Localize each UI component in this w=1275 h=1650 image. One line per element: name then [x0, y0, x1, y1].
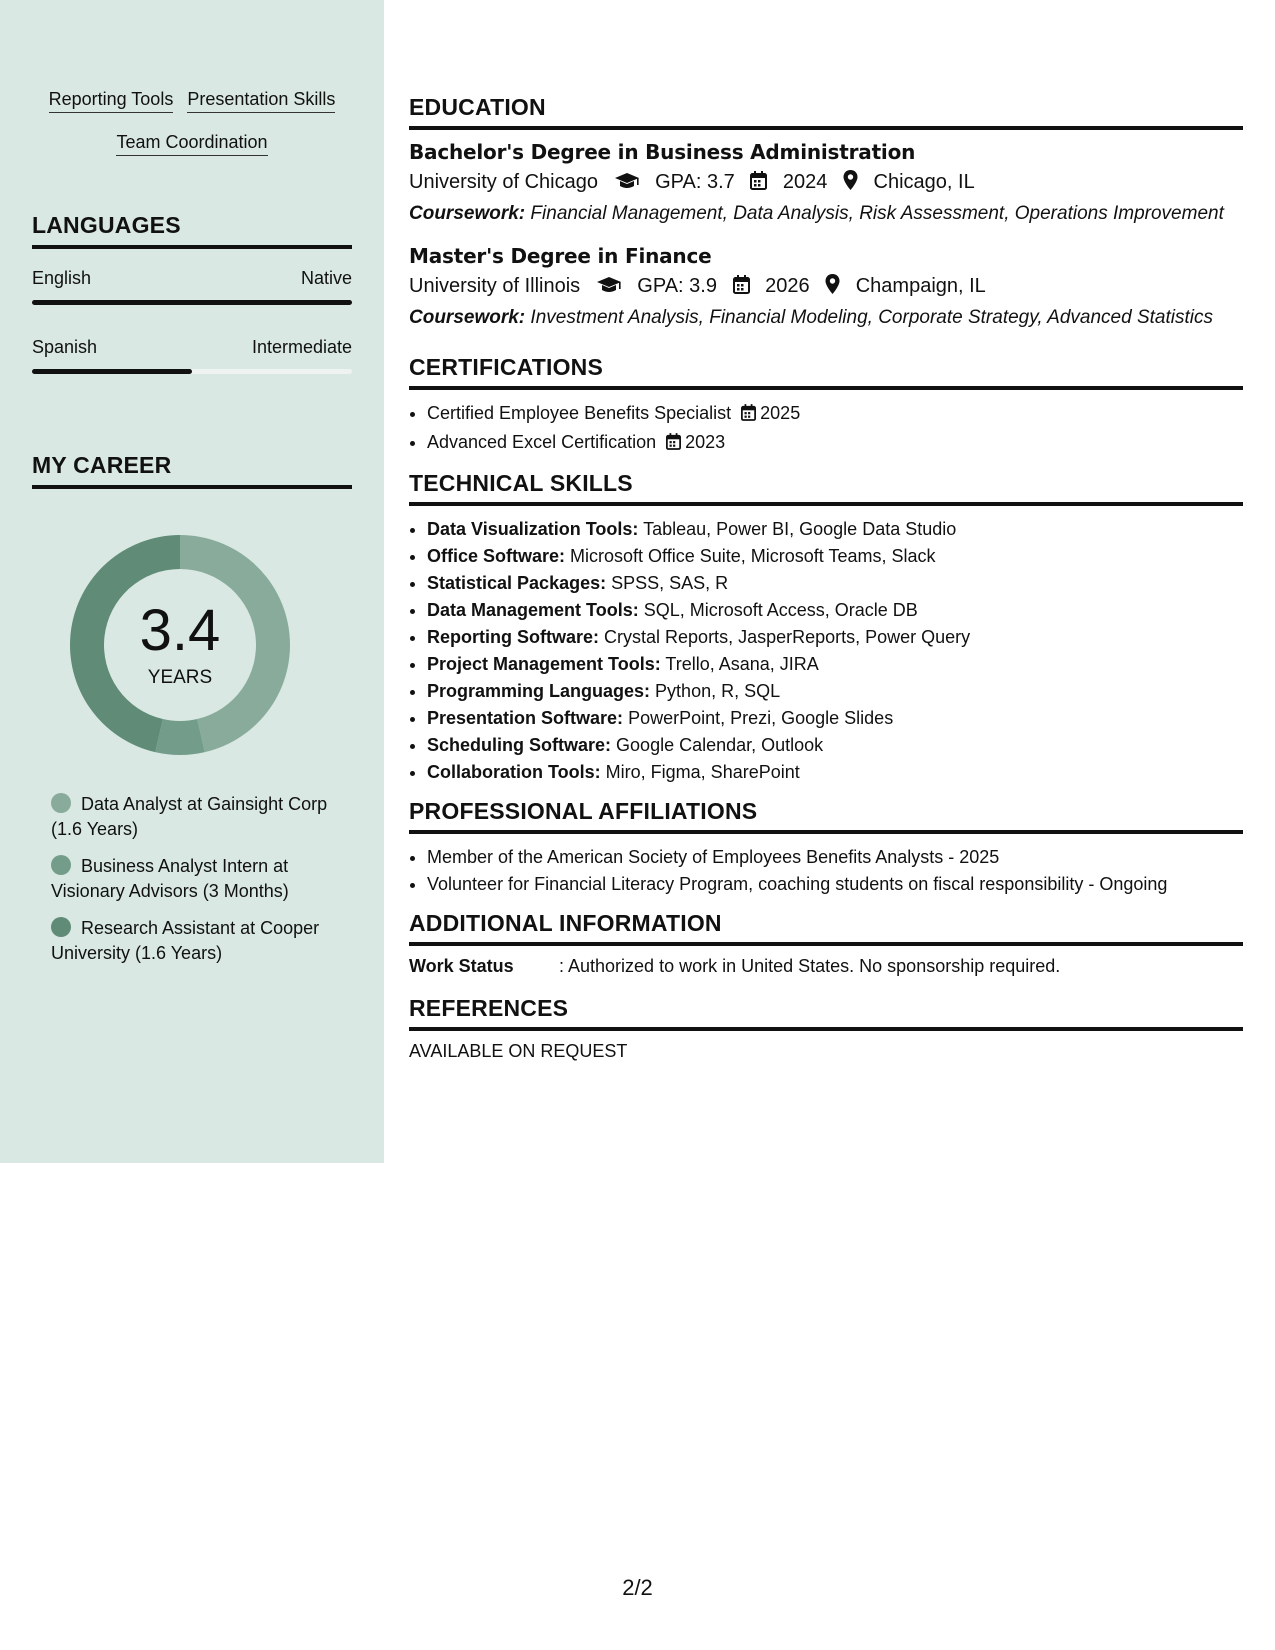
career-item-text: Research Assistant at Cooper University (1.6 Years) — [51, 918, 320, 963]
skill-value: PowerPoint, Prezi, Google Slides — [628, 708, 894, 728]
affiliations-heading: PROFESSIONAL AFFILIATIONS — [409, 798, 1243, 834]
list-item — [427, 759, 1243, 786]
career-item — [51, 792, 341, 842]
sidebar — [0, 0, 384, 1163]
coursework-label: Coursework: — [409, 203, 526, 224]
calendar-icon — [666, 431, 681, 458]
coursework — [409, 202, 1243, 226]
education-entry — [409, 244, 1243, 330]
list-item — [427, 570, 1243, 597]
work-status-value: : Authorized to work in United States. No sponsorship required. — [559, 956, 1061, 976]
graduation-cap-icon — [596, 276, 622, 300]
skill-label: Data Visualization Tools: — [427, 519, 639, 539]
skill-value: Miro, Figma, SharePoint — [605, 762, 800, 782]
coursework-text: Financial Management, Data Analysis, Risk Assessment, Operations Improvement — [530, 203, 1224, 224]
technical-skills-list — [409, 516, 1243, 786]
work-status-row — [409, 956, 1243, 977]
language-bar-fill — [32, 369, 192, 374]
career-item-text: Data Analyst at Gainsight Corp (1.6 Years) — [51, 794, 328, 839]
list-item: • Member of the American Society of Employees Benefits Analysts - 2025 — [427, 844, 1243, 871]
legend-dot-icon — [51, 855, 71, 875]
gpa: GPA: 3.7 — [655, 171, 735, 193]
skill-tag: Team Coordination — [116, 131, 267, 156]
certification-name: Advanced Excel Certification — [427, 432, 657, 452]
skill-value: Google Calendar, Outlook — [616, 735, 824, 755]
list-item — [427, 516, 1243, 543]
education-heading: EDUCATION — [409, 94, 1243, 130]
certification-name: Certified Employee Benefits Specialist — [427, 403, 732, 423]
languages-heading: LANGUAGES — [32, 212, 352, 249]
career-item — [51, 854, 341, 904]
school-name: University of Chicago — [409, 171, 598, 193]
career-list — [51, 792, 341, 978]
skill-label: Scheduling Software: — [427, 735, 612, 755]
language-bar — [32, 369, 352, 374]
career-donut-chart — [66, 531, 294, 759]
career-heading: MY CAREER — [32, 452, 352, 489]
school-location: Chicago, IL — [873, 171, 975, 193]
certification-year: 2025 — [760, 403, 801, 423]
skill-value: SQL, Microsoft Access, Oracle DB — [643, 600, 918, 620]
technical-skills-heading: TECHNICAL SKILLS — [409, 470, 1243, 506]
calendar-icon — [741, 402, 756, 429]
skill-label: Statistical Packages: — [427, 573, 607, 593]
list-item — [427, 597, 1243, 624]
degree-title: Bachelor's Degree in Business Administration — [409, 140, 916, 164]
graduation-year: 2024 — [782, 171, 828, 193]
gpa: GPA: 3.9 — [637, 275, 717, 297]
references-text: AVAILABLE ON REQUEST — [409, 1041, 628, 1061]
affiliations-list — [409, 844, 1243, 898]
skill-label: Office Software: — [427, 546, 566, 566]
language-name: Spanish — [32, 337, 98, 357]
certifications-list — [409, 400, 1243, 458]
school-name: University of Illinois — [409, 275, 581, 297]
coursework-label: Coursework: — [409, 307, 526, 328]
list-item — [427, 543, 1243, 570]
additional-info-heading: ADDITIONAL INFORMATION — [409, 910, 1243, 946]
language-level: Intermediate — [251, 337, 352, 357]
skill-value: Trello, Asana, JIRA — [665, 654, 819, 674]
degree-title: Master's Degree in Finance — [409, 244, 712, 268]
education-entry — [409, 140, 1243, 226]
skill-value: Microsoft Office Suite, Microsoft Teams, Slack — [570, 546, 936, 566]
location-pin-icon — [825, 274, 840, 300]
work-status-label: Work Status — [409, 956, 514, 976]
skill-tag: Reporting Tools — [49, 88, 174, 113]
coursework-text: Investment Analysis, Financial Modeling, Corporate Strategy, Advanced Statistics — [530, 307, 1213, 328]
skill-value: SPSS, SAS, R — [611, 573, 729, 593]
language-level: Native — [300, 268, 352, 288]
page-number: 2/2 — [622, 1575, 653, 1600]
list-item — [427, 705, 1243, 732]
school-location: Champaign, IL — [855, 275, 986, 297]
skill-label: Data Management Tools: — [427, 600, 639, 620]
list-item — [427, 732, 1243, 759]
skill-label: Programming Languages: — [427, 681, 651, 701]
list-item — [427, 651, 1243, 678]
certifications-heading: CERTIFICATIONS — [409, 354, 1243, 390]
coursework — [409, 306, 1243, 330]
skill-tags — [32, 88, 352, 174]
language-name: English — [32, 268, 92, 288]
legend-dot-icon — [51, 917, 71, 937]
list-item: • Volunteer for Financial Literacy Program, coaching students on fiscal responsibility - Ongoing — [427, 871, 1243, 898]
career-item — [51, 916, 341, 966]
list-item — [427, 429, 1243, 458]
references-heading: REFERENCES — [409, 995, 1243, 1031]
language-bar — [32, 300, 352, 305]
calendar-icon — [750, 171, 767, 196]
skill-value: Tableau, Power BI, Google Data Studio — [643, 519, 957, 539]
skill-tag: Presentation Skills — [187, 88, 335, 113]
career-total-value: 3.4 — [139, 598, 221, 663]
graduation-year: 2026 — [765, 275, 810, 297]
skill-value: Crystal Reports, JasperReports, Power Query — [604, 627, 971, 647]
skill-label: Collaboration Tools: — [427, 762, 601, 782]
legend-dot-icon — [51, 793, 71, 813]
skill-value: Python, R, SQL — [655, 681, 781, 701]
graduation-cap-icon — [614, 172, 640, 196]
skill-label: Project Management Tools: — [427, 654, 661, 674]
language-bar-fill — [32, 300, 352, 305]
career-item-text: Business Analyst Intern at Visionary Advisors (3 Months) — [51, 856, 289, 901]
location-pin-icon — [843, 170, 858, 196]
certification-year: 2023 — [685, 432, 726, 452]
skill-label: Reporting Software: — [427, 627, 600, 647]
career-total-unit: YEARS — [147, 667, 213, 688]
calendar-icon — [733, 275, 750, 300]
list-item — [427, 678, 1243, 705]
skill-label: Presentation Software: — [427, 708, 624, 728]
main-content — [409, 94, 1243, 1062]
list-item — [427, 624, 1243, 651]
list-item — [427, 400, 1243, 429]
